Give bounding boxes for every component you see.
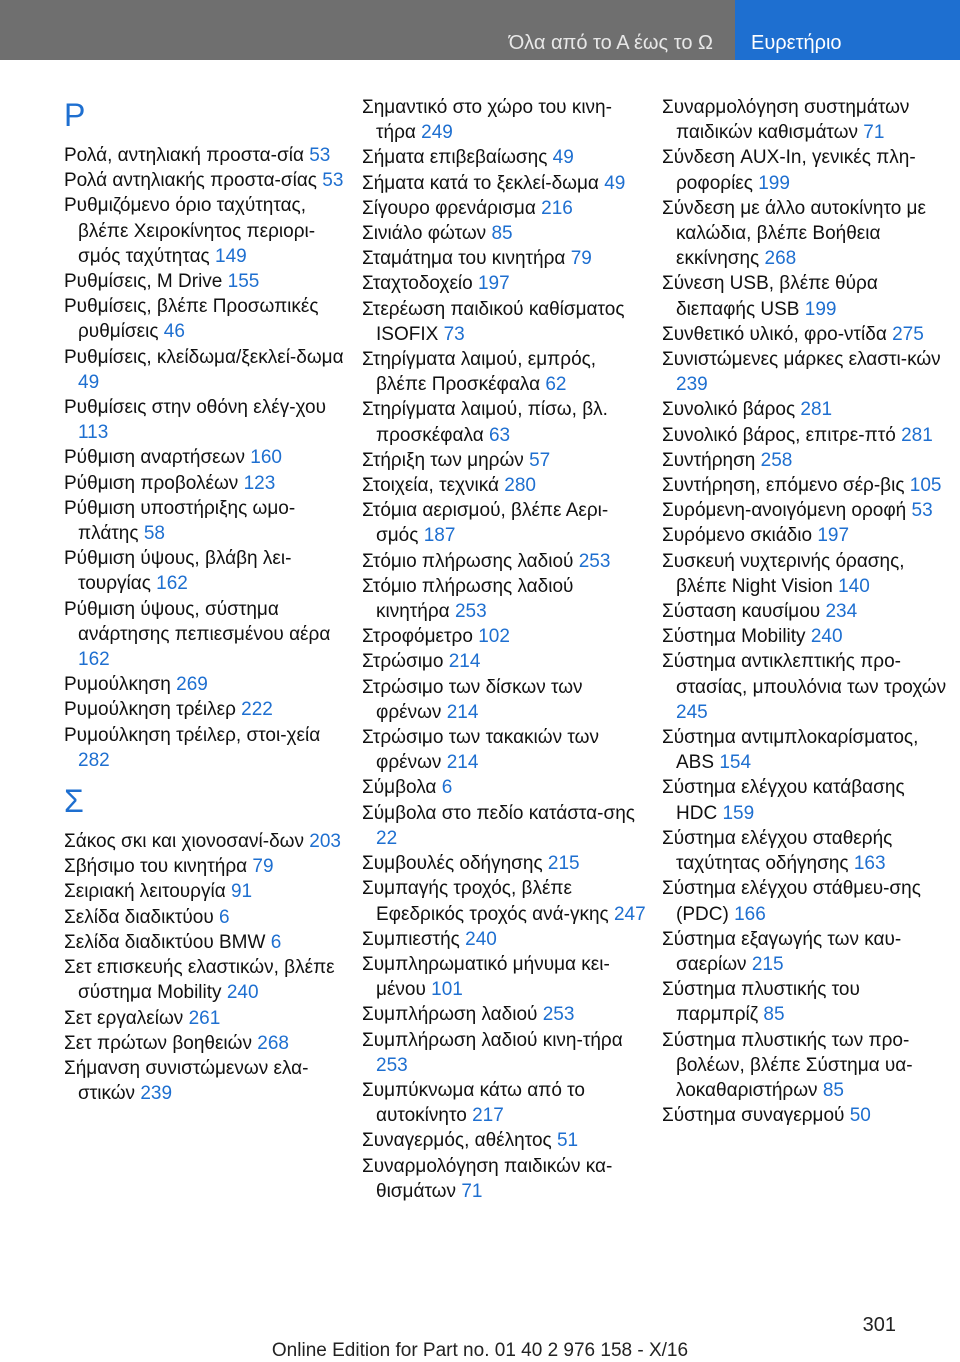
index-entry-text: Συνολικό βάρος, επιτρε-πτό — [662, 424, 896, 446]
index-entry — [662, 977, 947, 1027]
index-page-link[interactable]: 57 — [529, 449, 551, 471]
index-page-link[interactable]: 85 — [491, 223, 513, 245]
index-column-2 — [362, 95, 647, 1204]
index-entry-text: Σελίδα διαδικτύου — [64, 906, 214, 928]
index-entry — [362, 1028, 647, 1078]
index-entry — [662, 423, 947, 448]
index-entry — [64, 269, 349, 294]
index-entry — [362, 1128, 647, 1153]
index-entry-text: Σύστημα αντικλεπτικής προ-στασίας, μπουλόνια των τροχών — [662, 651, 947, 698]
index-page-link[interactable]: 102 — [478, 626, 510, 648]
index-entry-text: Σημαντικό στο χώρο του κινη-τήρα — [362, 97, 612, 144]
index-page-link[interactable]: 261 — [188, 1007, 221, 1029]
index-entry — [662, 876, 947, 926]
index-page-link[interactable]: 253 — [454, 601, 487, 623]
index-entry-text: Σύστημα πλυστικής του παρμπρίζ — [662, 979, 860, 1026]
index-entry — [64, 168, 349, 193]
index-page-link[interactable]: 140 — [838, 575, 870, 597]
index-entry-text: Στόμια αερισμού, βλέπε Αερι-σμός — [362, 500, 609, 547]
index-page-link[interactable]: 268 — [257, 1032, 289, 1054]
index-entry-text: Σάκος σκι και χιονοσανί-δων — [64, 831, 304, 853]
index-entry — [662, 347, 947, 397]
index-entry — [362, 851, 647, 876]
index-entry — [362, 221, 647, 246]
index-page-link[interactable]: 79 — [570, 248, 592, 270]
index-page-link[interactable]: 71 — [863, 122, 885, 144]
index-page-link[interactable]: 275 — [892, 323, 924, 345]
index-entry-text: Συναγερμός, αθέλητος — [362, 1130, 552, 1152]
index-entry — [662, 826, 947, 876]
index-entry-text: Σταμάτημα του κινητήρα — [362, 248, 566, 270]
index-entry-text: Σύστημα αντιμπλοκαρίσματος, ABS — [662, 727, 919, 774]
index-entry — [362, 624, 647, 649]
index-entry-text: Στρώσιμο των δίσκων των φρένων — [362, 676, 583, 723]
index-entry-text: Συνιστώμενες μάρκες ελαστι-κών — [662, 349, 941, 371]
index-entry — [362, 95, 647, 145]
index-entry-text: Ρύθμιση προβολέων — [64, 472, 239, 494]
index-entry-text: Σύστημα ελέγχου κατάβασης HDC — [662, 777, 905, 824]
index-entry-text: Συναρμολόγηση παιδικών κα-θισμάτων — [362, 1155, 613, 1202]
index-page-link[interactable]: 53 — [322, 170, 344, 192]
index-entry-text: Ρολά, αντηλιακή προστα-σία — [64, 145, 304, 166]
header-bar — [0, 0, 960, 60]
index-page-link[interactable]: 247 — [613, 903, 646, 925]
index-page-link[interactable]: 50 — [849, 1105, 871, 1127]
index-page-link[interactable]: 49 — [552, 147, 574, 169]
index-entry — [662, 725, 947, 775]
index-page-link[interactable]: 85 — [763, 1004, 785, 1026]
index-entry-text: Σύσταση καυσίμου — [662, 601, 821, 623]
index-entry — [362, 927, 647, 952]
index-entry-text: Στρώσιμο των τακακιών των φρένων — [362, 727, 599, 774]
index-page-link[interactable]: 215 — [751, 953, 784, 975]
index-entry-text: Σήμανση συνιστώμενων ελα-στικών — [64, 1057, 309, 1105]
index-entry — [64, 345, 349, 395]
index-entry-text: Σελίδα διαδικτύου BMW — [64, 931, 266, 953]
index-entry-text: Συμπλήρωση λαδιού κινη-τήρα — [362, 1029, 623, 1051]
index-page-link[interactable]: 73 — [443, 323, 465, 345]
index-page-link[interactable]: 253 — [542, 1004, 575, 1026]
index-page-link[interactable]: 101 — [431, 979, 463, 1001]
index-page-link[interactable]: 162 — [78, 649, 110, 671]
footer-edition: Online Edition for Part no. 01 40 2 976 158 - X/16 — [271, 1340, 689, 1361]
index-entry — [64, 193, 349, 269]
index-entry-text: Σύμβολα στο πεδίο κατάστα-σης — [362, 802, 635, 824]
index-entry — [662, 649, 947, 725]
index-entry — [64, 854, 349, 879]
index-page-link[interactable]: 51 — [556, 1130, 579, 1152]
index-page-link[interactable]: 63 — [488, 424, 511, 446]
index-page-link[interactable]: 222 — [241, 699, 273, 721]
index-page-link[interactable]: 216 — [541, 197, 573, 219]
index-entry-text: Σύνεση USB, βλέπε θύρα διεπαφής USB — [662, 273, 878, 320]
index-page-link[interactable]: 199 — [758, 172, 790, 194]
index-page-link[interactable]: 53 — [911, 500, 933, 522]
index-entry-text: Ρυθμίσεις, M Drive — [64, 271, 223, 293]
index-page-link[interactable]: 282 — [78, 749, 110, 771]
index-entry — [362, 297, 647, 347]
index-entry — [362, 473, 647, 498]
index-entry-text: Στοιχεία, τεχνικά — [362, 475, 499, 497]
index-page-link[interactable]: 53 — [309, 145, 331, 166]
index-entry — [362, 271, 647, 296]
index-page-link[interactable]: 215 — [547, 853, 580, 875]
index-page-link[interactable]: 58 — [143, 523, 165, 545]
index-page-link[interactable]: 214 — [446, 752, 479, 774]
index-entry — [662, 523, 947, 548]
index-entry — [362, 649, 647, 674]
index-entry — [662, 927, 947, 977]
index-entry — [64, 546, 349, 596]
index-entry-text: Σύνδεση AUX-In, γενικές πλη-ροφορίες — [662, 147, 916, 194]
index-entry — [662, 196, 947, 272]
index-entry-text: Σήματα κατά το ξεκλεί-δωμα — [362, 172, 599, 194]
index-page-link[interactable]: 113 — [78, 422, 109, 444]
index-page-link[interactable]: 71 — [461, 1180, 483, 1202]
index-page-link[interactable]: 234 — [825, 601, 858, 623]
index-entry-text: Σβήσιμο του κινητήρα — [64, 856, 248, 878]
index-entry-text: Σύστημα ελέγχου σταθερής ταχύτητας οδήγησης — [662, 827, 893, 875]
index-page-link[interactable]: 280 — [504, 475, 536, 497]
index-entry — [362, 145, 647, 170]
index-entry — [362, 347, 647, 397]
index-entry — [64, 1031, 349, 1056]
index-page-link[interactable]: 123 — [243, 472, 276, 494]
index-entry — [662, 322, 947, 347]
index-entry — [64, 930, 349, 955]
index-entry — [362, 171, 647, 196]
index-entry-text: Συρόμενο σκιάδιο — [662, 525, 813, 547]
index-entry-text: Σινιάλο φώτων — [362, 223, 487, 245]
index-page-link[interactable]: 163 — [853, 853, 886, 875]
index-page-link[interactable]: 240 — [810, 626, 843, 648]
index-entry — [662, 498, 947, 523]
index-entry-text: Ρύθμιση ύψους, σύστημα ανάρτησης πεπιεσμένου αέρα — [64, 598, 331, 645]
index-page-link[interactable]: 160 — [250, 447, 282, 469]
index-entry-text: Συμβουλές οδήγησης — [362, 853, 543, 875]
index-entry-text: Ρύθμιση υποστήριξης ωμο-πλάτης — [64, 497, 296, 545]
index-entry — [662, 1103, 947, 1128]
index-entry — [64, 1056, 349, 1106]
index-page-link[interactable]: 199 — [804, 298, 837, 320]
index-entry-text: Ρυμούλκηση τρέιλερ, στοι-χεία — [64, 724, 321, 746]
index-entry-text: Ρυθμίσεις, κλείδωμα/ξεκλεί-δωμα — [64, 346, 344, 368]
index-page-link[interactable]: 46 — [163, 321, 185, 343]
index-entry — [362, 448, 647, 473]
index-entry-text: Στόμιο πλήρωσης λαδιού κινητήρα — [362, 575, 574, 623]
index-entry — [362, 675, 647, 725]
index-entry — [64, 294, 349, 344]
section-letter: Ρ — [64, 97, 86, 133]
index-entry-text: Συντήρηση, επόμενο σέρ-βις — [662, 475, 905, 497]
index-page-link[interactable]: 197 — [477, 273, 510, 295]
index-entry-text: Σύμβολα — [362, 777, 437, 799]
index-page-link[interactable]: 79 — [252, 856, 274, 878]
index-page-link[interactable]: 155 — [227, 271, 260, 293]
index-entry — [64, 395, 349, 445]
index-page-link[interactable]: 197 — [817, 525, 850, 547]
index-entry — [662, 145, 947, 195]
index-entry-text: Ρυμούλκηση — [64, 674, 171, 696]
index-entry-text: Συντήρηση — [662, 449, 756, 471]
index-entry — [64, 829, 349, 854]
index-entry — [362, 1078, 647, 1128]
index-page-link[interactable]: 85 — [822, 1079, 844, 1101]
index-entry-text: Συναρμολόγηση συστημάτων παιδικών καθισμάτων — [662, 97, 910, 144]
index-entry-text: Σήματα επιβεβαίωσης — [362, 147, 548, 169]
index-entry — [662, 549, 947, 599]
index-page-link[interactable]: 105 — [909, 475, 942, 497]
index-entry-text: Σειριακή λειτουργία — [64, 881, 226, 903]
index-entry — [64, 496, 349, 546]
index-entry-text: Ρυμούλκηση τρέιλερ — [64, 699, 236, 721]
index-entry-text: Ρύθμιση ύψους, βλάβη λει-τουργίας — [64, 548, 292, 595]
index-entry-text: Σύστημα Mobility — [662, 626, 806, 648]
index-page-link[interactable]: 159 — [722, 802, 755, 824]
index-page-link[interactable]: 49 — [78, 371, 100, 393]
index-entry-text: Συρόμενη-ανοιγόμενη οροφή — [662, 500, 907, 522]
index-entry-text: Σύστημα συναγερμού — [662, 1105, 845, 1127]
index-entry — [64, 672, 349, 697]
index-page-link[interactable]: 239 — [676, 374, 708, 396]
index-entry-text: Στρώσιμο — [362, 651, 444, 673]
index-entry-text: Ρυθμίσεις, βλέπε Προσωπικές ρυθμίσεις — [64, 296, 319, 343]
index-entry — [64, 143, 349, 168]
section-letter: Σ — [64, 783, 84, 820]
index-page-link[interactable]: 269 — [176, 674, 208, 696]
index-entry — [662, 775, 947, 825]
index-entry-text: Συμπληρωματικό μήνυμα κει-μένου — [362, 953, 610, 1001]
index-entry — [362, 1002, 647, 1027]
index-page-link[interactable]: 239 — [140, 1083, 173, 1105]
index-entry — [64, 697, 349, 722]
index-page-link[interactable]: 162 — [156, 573, 188, 595]
index-page-link[interactable]: 203 — [309, 831, 341, 853]
index-entry — [64, 445, 349, 470]
index-page-link[interactable]: 217 — [472, 1105, 504, 1127]
index-entry — [64, 1006, 349, 1031]
index-entry-text: Σετ επισκευής ελαστικών, βλέπε σύστημα Mobility — [64, 957, 335, 1004]
index-page-link[interactable]: 249 — [421, 122, 453, 144]
index-entry — [362, 1154, 647, 1204]
index-entry-text: Στόμιο πλήρωσης λαδιού — [362, 550, 574, 572]
index-page-link[interactable]: 245 — [676, 701, 708, 723]
index-entry — [362, 574, 647, 624]
index-entry — [362, 196, 647, 221]
index-page-link[interactable]: 91 — [230, 881, 253, 903]
index-page-link[interactable]: 49 — [604, 172, 626, 194]
index-page-link[interactable]: 214 — [446, 701, 479, 723]
header-index-tab[interactable]: Ευρετήριο — [735, 0, 960, 60]
index-entry-text: Στροφόμετρο — [362, 626, 473, 648]
index-page-link[interactable]: 149 — [215, 245, 247, 267]
index-entry — [362, 775, 647, 800]
index-entry-text: Συνθετικό υλικό, φρο-ντίδα — [662, 323, 887, 345]
index-entry — [362, 725, 647, 775]
index-page-link[interactable]: 253 — [376, 1054, 408, 1076]
index-entry-text: Σετ πρώτων βοηθειών — [64, 1032, 252, 1054]
index-entry — [662, 624, 947, 649]
index-page-link[interactable]: 62 — [545, 374, 567, 396]
index-entry — [64, 597, 349, 673]
index-entry-text: Σετ εργαλείων — [64, 1007, 184, 1029]
index-entry — [662, 473, 947, 498]
index-column-1 — [64, 95, 349, 1106]
header-section-title: Όλα από το Α έως το Ω — [0, 0, 735, 60]
index-entry — [362, 952, 647, 1002]
index-page-link[interactable]: 22 — [376, 827, 398, 849]
index-page-link[interactable]: 166 — [734, 903, 766, 925]
index-entry — [662, 271, 947, 321]
index-entry — [64, 879, 349, 904]
index-page-link[interactable]: 281 — [800, 399, 833, 421]
page-number: 301 — [862, 1314, 896, 1336]
index-entry — [362, 246, 647, 271]
index-entry — [362, 801, 647, 851]
index-page-link[interactable]: 268 — [764, 248, 797, 270]
index-entry — [64, 723, 349, 773]
index-entry-text: Συμπύκνωμα κάτω από το αυτοκίνητο — [362, 1079, 585, 1127]
index-entry — [64, 955, 349, 1005]
index-entry-text: Συμπλήρωση λαδιού — [362, 1004, 538, 1026]
index-entry — [362, 876, 647, 926]
index-entry — [64, 905, 349, 930]
index-entry — [662, 599, 947, 624]
index-page-link[interactable]: 214 — [448, 651, 481, 673]
index-page-link[interactable]: 253 — [578, 550, 611, 572]
index-entry-text: Σίγουρο φρενάρισμα — [362, 197, 536, 219]
index-entry — [362, 549, 647, 574]
index-page-link[interactable]: 258 — [760, 449, 793, 471]
index-entry-text: Σύστημα εξαγωγής των καυ-σαερίων — [662, 928, 902, 975]
index-entry-text: Ρύθμιση αναρτήσεων — [64, 447, 245, 469]
index-page-link[interactable]: 240 — [226, 982, 259, 1004]
index-column-3 — [662, 95, 947, 1128]
index-entry-text: Σύνδεση με άλλο αυτοκίνητο με καλώδια, βλέπε Βοήθεια εκκίνησης — [662, 197, 926, 270]
index-entry-text: Στηρίγματα λαιμού, πίσω, βλ. προσκέφαλα — [362, 399, 608, 446]
index-entry-text: Στερέωση παιδικού καθίσματος ISOFIX — [362, 298, 625, 345]
index-page-link[interactable]: 240 — [465, 928, 497, 950]
index-entry — [662, 1028, 947, 1104]
index-entry-text: Σύστημα πλυστικής των προ-βολέων, βλέπε Σύστημα υα-λοκαθαριστήρων — [662, 1029, 913, 1101]
index-entry-text: Σύστημα ελέγχου στάθμευ-σης (PDC) — [662, 878, 921, 925]
index-page-link[interactable]: 154 — [719, 752, 752, 774]
index-entry — [662, 397, 947, 422]
index-page-link[interactable]: 6 — [219, 906, 230, 928]
index-entry — [662, 95, 947, 145]
index-entry — [64, 471, 349, 496]
index-entry-text: Στήριξη των μηρών — [362, 449, 524, 471]
index-entry-text: Συμπαγής τροχός, βλέπε Εφεδρικός τροχός ανά-γκης — [362, 878, 609, 925]
index-entry — [362, 498, 647, 548]
index-entry-text: Ρολά αντηλιακής προστα-σίας — [64, 170, 317, 192]
index-entry-text: Συνολικό βάρος — [662, 399, 796, 421]
index-entry-text: Συμπιεστής — [362, 928, 460, 950]
index-page-link[interactable]: 281 — [901, 424, 933, 446]
index-entry-text: Στηρίγματα λαιμού, εμπρός, βλέπε Προσκέφαλα — [362, 349, 597, 396]
index-entry-text: Σταχτοδοχείο — [362, 273, 473, 295]
index-entry — [362, 397, 647, 447]
index-entry-text: Συσκευή νυχτερινής όρασης, βλέπε Night Vision — [662, 550, 905, 597]
index-page-link[interactable]: 6 — [270, 931, 282, 953]
index-entry-text: Ρυθμίσεις στην οθόνη ελέγ-χου — [64, 397, 326, 419]
index-page-link[interactable]: 6 — [441, 777, 453, 799]
index-entry-text: Ρυθμιζόμενο όριο ταχύτητας, βλέπε Χειροκίνητος περιορι-σμός ταχύτητας — [64, 195, 316, 267]
index-entry — [662, 448, 947, 473]
index-page-link[interactable]: 187 — [423, 525, 456, 547]
